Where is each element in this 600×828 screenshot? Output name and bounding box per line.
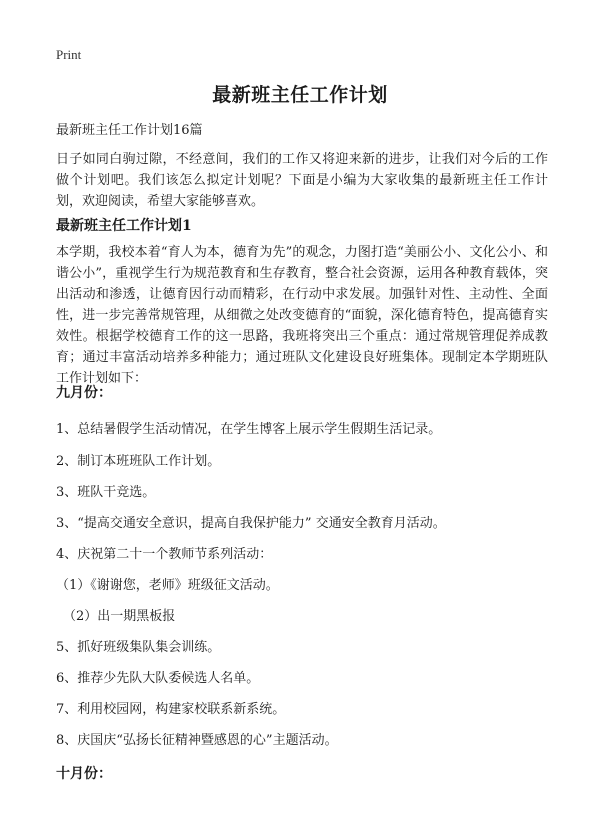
list-item: 1、总结暑假学生活动情况，在学生博客上展示学生假期生活记录。 <box>56 422 442 437</box>
list-item: 3、“提高交通安全意识，提高自我保护能力” 交通安全教育月活动。 <box>56 516 446 531</box>
list-item: 2、制订本班班队工作计划。 <box>56 454 221 469</box>
list-item: 6、推荐少先队大队委候选人名单。 <box>56 671 260 686</box>
section-heading-plan-1: 最新班主任工作计划1 <box>56 218 192 234</box>
list-item: 3、班队干竞选。 <box>56 485 156 500</box>
document-title: 最新班主任工作计划 <box>212 84 388 106</box>
document-subtitle: 最新班主任工作计划16篇 <box>56 123 203 138</box>
list-item: （1）《谢谢您，老师》班级征文活动。 <box>56 578 279 593</box>
list-item: （2）出一期黑板报 <box>63 609 176 624</box>
intro-paragraph: 日子如同白驹过隙，不经意间，我们的工作又将迎来新的进步，让我们对今后的工作做个计划吧。我们该怎么拟定计划呢？下面是小编为大家收集的最新班主任工作计划，欢迎阅读，希望大家能够喜欢。 <box>56 152 548 209</box>
list-item: 8、庆国庆“弘扬长征精神暨感恩的心”主题活动。 <box>56 733 338 748</box>
october-heading: 十月份： <box>56 766 112 782</box>
september-heading: 九月份： <box>56 385 112 401</box>
list-item: 5、抓好班级集队集会训练。 <box>56 640 221 655</box>
print-link[interactable]: Print <box>56 47 82 62</box>
list-item: 4、庆祝第二十一个教师节系列活动： <box>56 547 273 562</box>
list-item: 7、利用校园网，构建家校联系新系统。 <box>56 702 286 717</box>
plan-1-paragraph: 本学期，我校本着“育人为本，德育为先”的观念，力图打造“美丽公小、文化公小、和谐公小”，重视学生行为规范教育和生存教育，整合社会资源，运用各种教育载体，突出活动和渗透，让德育因行动而精彩，在行动中求发展。加强针对性、主动性、全面性，进一步完善常规管理，从细微之处改变德育的“面貌，深化德育特色，提高德育实效性。根据学校德育工作的这一思路，我班将突出三个重点：通过常规管理促养成教育；通过丰富活动培养多种能力；通过班队文化建设良好班集体。现制定本学期班队工作计划如下： <box>56 245 548 386</box>
